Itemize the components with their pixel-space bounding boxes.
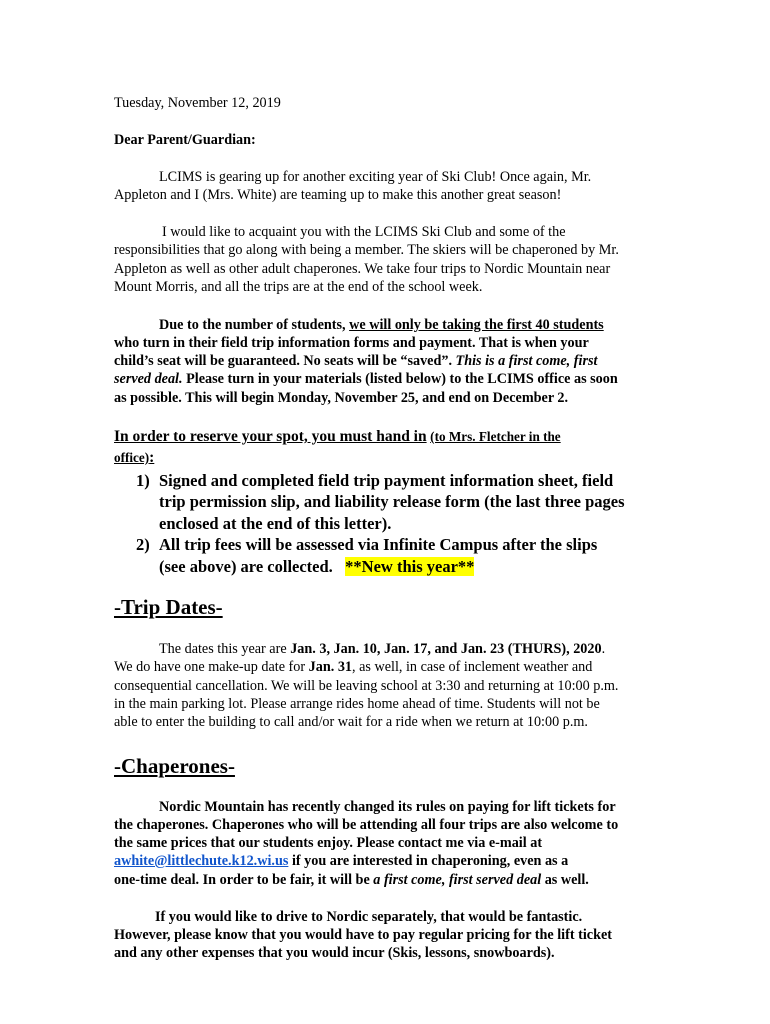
- email-link[interactable]: awhite@littlechute.k12.wi.us: [114, 853, 289, 869]
- list-item: Signed and completed field trip payment information sheet, field: [159, 471, 614, 490]
- trip-dates-list: Jan. 3, Jan. 10, Jan. 17, and Jan. 23 (THURS), 2020: [290, 641, 602, 657]
- trip-dates-line: in the main parking lot. Please arrange rides home ahead of time. Students will not be: [114, 696, 600, 712]
- list-number: 1): [136, 471, 150, 490]
- chaperone-line: the chaperones. Chaperones who will be attending all four trips are also welcome to: [114, 817, 619, 833]
- trip-text: , as well, in case of inclement weather and: [352, 659, 593, 675]
- trip-dates-heading: -Trip Dates-: [114, 595, 223, 619]
- list-number: 2): [136, 535, 150, 554]
- list-item: All trip fees will be assessed via Infinite Campus after the slips: [159, 535, 598, 554]
- first-come-text: served deal.: [114, 371, 183, 387]
- letter-date: Tuesday, November 12, 2019: [114, 95, 281, 111]
- intro-line: Appleton and I (Mrs. White) are teaming up to make this another great season!: [114, 187, 562, 203]
- acquaint-line: Appleton as well as other adult chaperones. We take four trips to Nordic Mountain near: [114, 261, 611, 277]
- trip-text: .: [601, 641, 606, 657]
- limit-notice-line: as possible. This will begin Monday, November 25, and end on December 2.: [114, 390, 569, 406]
- trip-dates-line: able to enter the building to call and/or wait for a ride when we return at 10:00 p.m.: [114, 714, 588, 730]
- limit-notice-text: Please turn in your materials (listed below) to the LCIMS office as soon: [182, 371, 618, 387]
- limit-notice-line: [114, 370, 618, 388]
- chaperone-text: one-time deal. In order to be fair, it will be: [114, 872, 374, 888]
- limit-notice-text: Due to the number of students,: [159, 317, 350, 333]
- trip-text: We do have one make-up date for: [114, 659, 309, 675]
- acquaint-line: I would like to acquaint you with the LCIMS Ski Club and some of the: [162, 224, 566, 240]
- reserve-heading-cont: [114, 449, 154, 467]
- list-item: trip permission slip, and liability release form (the last three pages: [159, 492, 625, 511]
- intro-line: LCIMS is gearing up for another exciting year of Ski Club! Once again, Mr.: [159, 169, 592, 185]
- drive-line: and any other expenses that you would incur (Skis, lessons, snowboards).: [114, 945, 555, 961]
- trip-dates-line: [114, 658, 592, 676]
- acquaint-line: Mount Morris, and all the trips are at the end of the school week.: [114, 279, 483, 295]
- chaperones-heading: -Chaperones-: [114, 754, 235, 778]
- trip-dates-line: consequential cancellation. We will be leaving school at 3:30 and returning at 10:00 p.m.: [114, 678, 619, 694]
- acquaint-line: responsibilities that go along with being a member. The skiers will be chaperoned by Mr.: [114, 242, 619, 258]
- chaperone-line: Nordic Mountain has recently changed its rules on paying for lift tickets for: [159, 799, 616, 815]
- first-come-text: This is a first come, first: [455, 353, 598, 369]
- reserve-heading-paren: (to Mrs. Fletcher in the: [430, 429, 561, 444]
- reserve-heading-colon: :: [149, 449, 155, 466]
- chaperone-line: [114, 852, 568, 870]
- list-item: enclosed at the end of this letter).: [159, 514, 392, 533]
- makeup-date: Jan. 31: [308, 659, 353, 675]
- first-come-text: a first come, first served deal: [373, 872, 542, 888]
- reserve-heading-paren: office): [114, 450, 150, 465]
- chaperone-text: as well.: [541, 872, 589, 888]
- chaperone-line: the same prices that our students enjoy. Please contact me via e-mail at: [114, 835, 543, 851]
- list-item: [159, 556, 474, 577]
- limit-notice-line: [114, 352, 597, 370]
- list-item-text: (see above) are collected.: [159, 557, 346, 576]
- drive-line: However, please know that you would have to pay regular pricing for the lift ticket: [114, 927, 612, 943]
- trip-dates-line: [159, 640, 605, 658]
- limit-notice-text: child’s seat will be guaranteed. No seats will be “saved”.: [114, 353, 456, 369]
- drive-line: If you would like to drive to Nordic separately, that would be fantastic.: [155, 909, 583, 925]
- reserve-heading-text: In order to reserve your spot, you must hand in: [114, 428, 427, 445]
- new-this-year-badge: **New this year**: [345, 557, 475, 576]
- limit-notice-line: who turn in their field trip information forms and payment. That is when your: [114, 335, 589, 351]
- limit-notice-line: [159, 316, 604, 334]
- reserve-heading: [114, 428, 561, 446]
- chaperone-text: if you are interested in chaperoning, even as a: [288, 853, 569, 869]
- chaperone-line: [114, 871, 589, 889]
- first-40-notice: we will only be taking the first 40 students: [349, 317, 604, 333]
- salutation: Dear Parent/Guardian:: [114, 132, 256, 148]
- trip-text: The dates this year are: [159, 641, 291, 657]
